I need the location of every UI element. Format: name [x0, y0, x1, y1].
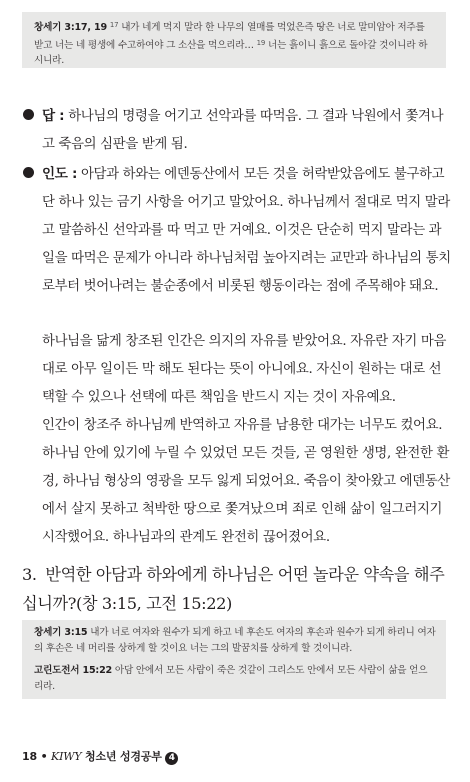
verse-number: 19	[256, 38, 266, 47]
bullet-icon	[23, 167, 34, 178]
guide-label: 인도 :	[42, 166, 78, 182]
verse-text	[34, 663, 436, 694]
verse-number: 17	[109, 21, 119, 29]
page-number: 18	[22, 750, 37, 763]
verse-body: 아담 안에서 모든 사람이 죽은 것같이 그리스도 안에서 모든 사람이 삶을 얻으리라.	[34, 665, 428, 692]
answer-text: 하나님의 명령을 어기고 선악과를 따먹음. 그 결과 낙원에서 쫓겨나고 죽음의 심판을 받게 됨.	[42, 109, 444, 152]
guide-row	[22, 160, 452, 301]
verse-text	[34, 18, 436, 69]
verse-body: 너는 흙이니 흙으로 돌아갈 것이니라 하시니라.	[34, 39, 428, 66]
page-footer	[22, 748, 178, 765]
bullet-icon	[23, 109, 34, 120]
guide-paragraph-3: 인간이 창조주 하나님께 반역하고 자유를 남용한 대가는 너무도 컸어요. 하나님 안에 있기에 누릴 수 있었던 모든 것들, 곧 영원한 생명, 완전한 환경, 하나님 형상의 영광을 모두 잃게 되었어요. 죽음이 찾아왔고 에덴동산에서 살지 못하고 척박한 땅으로 쫓겨났으며 죄로 인해 삶이 일그러지기 시작했어요. 하나님과의 관계도 완전히 끊어졌어요.	[42, 418, 450, 545]
answer-block	[22, 102, 452, 159]
verse-box-genesis-3-17-19	[22, 12, 446, 68]
question-number: 3.	[22, 565, 37, 584]
footer-title: 청소년 성경공부	[85, 750, 162, 763]
verse-box-genesis-3-15	[22, 620, 446, 661]
answer-label: 답 :	[42, 108, 65, 124]
footer-separator: •	[40, 750, 48, 763]
verse-ref: 창세기 3:15	[34, 627, 88, 638]
verse-body: 내가 너로 여자와 원수가 되게 하고 네 후손도 여자의 후손과 원수가 되게 하리니 여자의 후손은 네 머리를 상하게 할 것이요 너는 그의 발꿈치를 상하게 할 것이니라.	[34, 627, 436, 654]
verse-text	[34, 625, 436, 656]
guide-block	[22, 160, 452, 301]
verse-ref: 창세기 3:17, 19	[34, 22, 107, 33]
question-text: 반역한 아담과 하와에게 하나님은 어떤 놀라운 약속을 해주십니까?(창 3:15, 고전 15:22)	[22, 565, 445, 613]
question-3	[22, 560, 452, 618]
footer-brand: KIWY	[51, 750, 82, 763]
volume-badge: 4	[165, 752, 178, 765]
verse-ref: 고린도전서 15:22	[34, 665, 113, 676]
verse-box-1-corinthians-15-22	[22, 658, 446, 699]
guide-paragraph-1: 아담과 하와는 에덴동산에서 모든 것을 허락받았음에도 불구하고 단 하나 있는 금기 사항을 어기고 말았어요. 하나님께서 절대로 먹지 말라고 말씀하신 선악과를 따 먹고 만 거예요. 이것은 단순히 먹지 말라는 과일을 따먹은 문제가 아니라 하나님처럼 높아지려는 교만과 하나님의 통치로부터 벗어나려는 불순종에서 비롯된 행동이라는 점에 주목해야 돼요.	[42, 167, 451, 294]
verse-body: 내가 네게 먹지 말라 한 나무의 열매를 먹었은즉 땅은 너로 말미암아 저주를 받고 너는 네 평생에 수고하여야 그 소산을 먹으리라…	[34, 22, 425, 51]
guide-paragraph-2: 하나님을 닮게 창조된 인간은 의지의 자유를 받았어요. 자유란 자기 마음대로 아무 일이든 막 해도 된다는 뜻이 아니에요. 자신이 원하는 대로 선택할 수 있으나 선택에 따른 책임을 반드시 지는 것이 자유예요.	[42, 334, 447, 405]
answer-row	[22, 102, 452, 159]
